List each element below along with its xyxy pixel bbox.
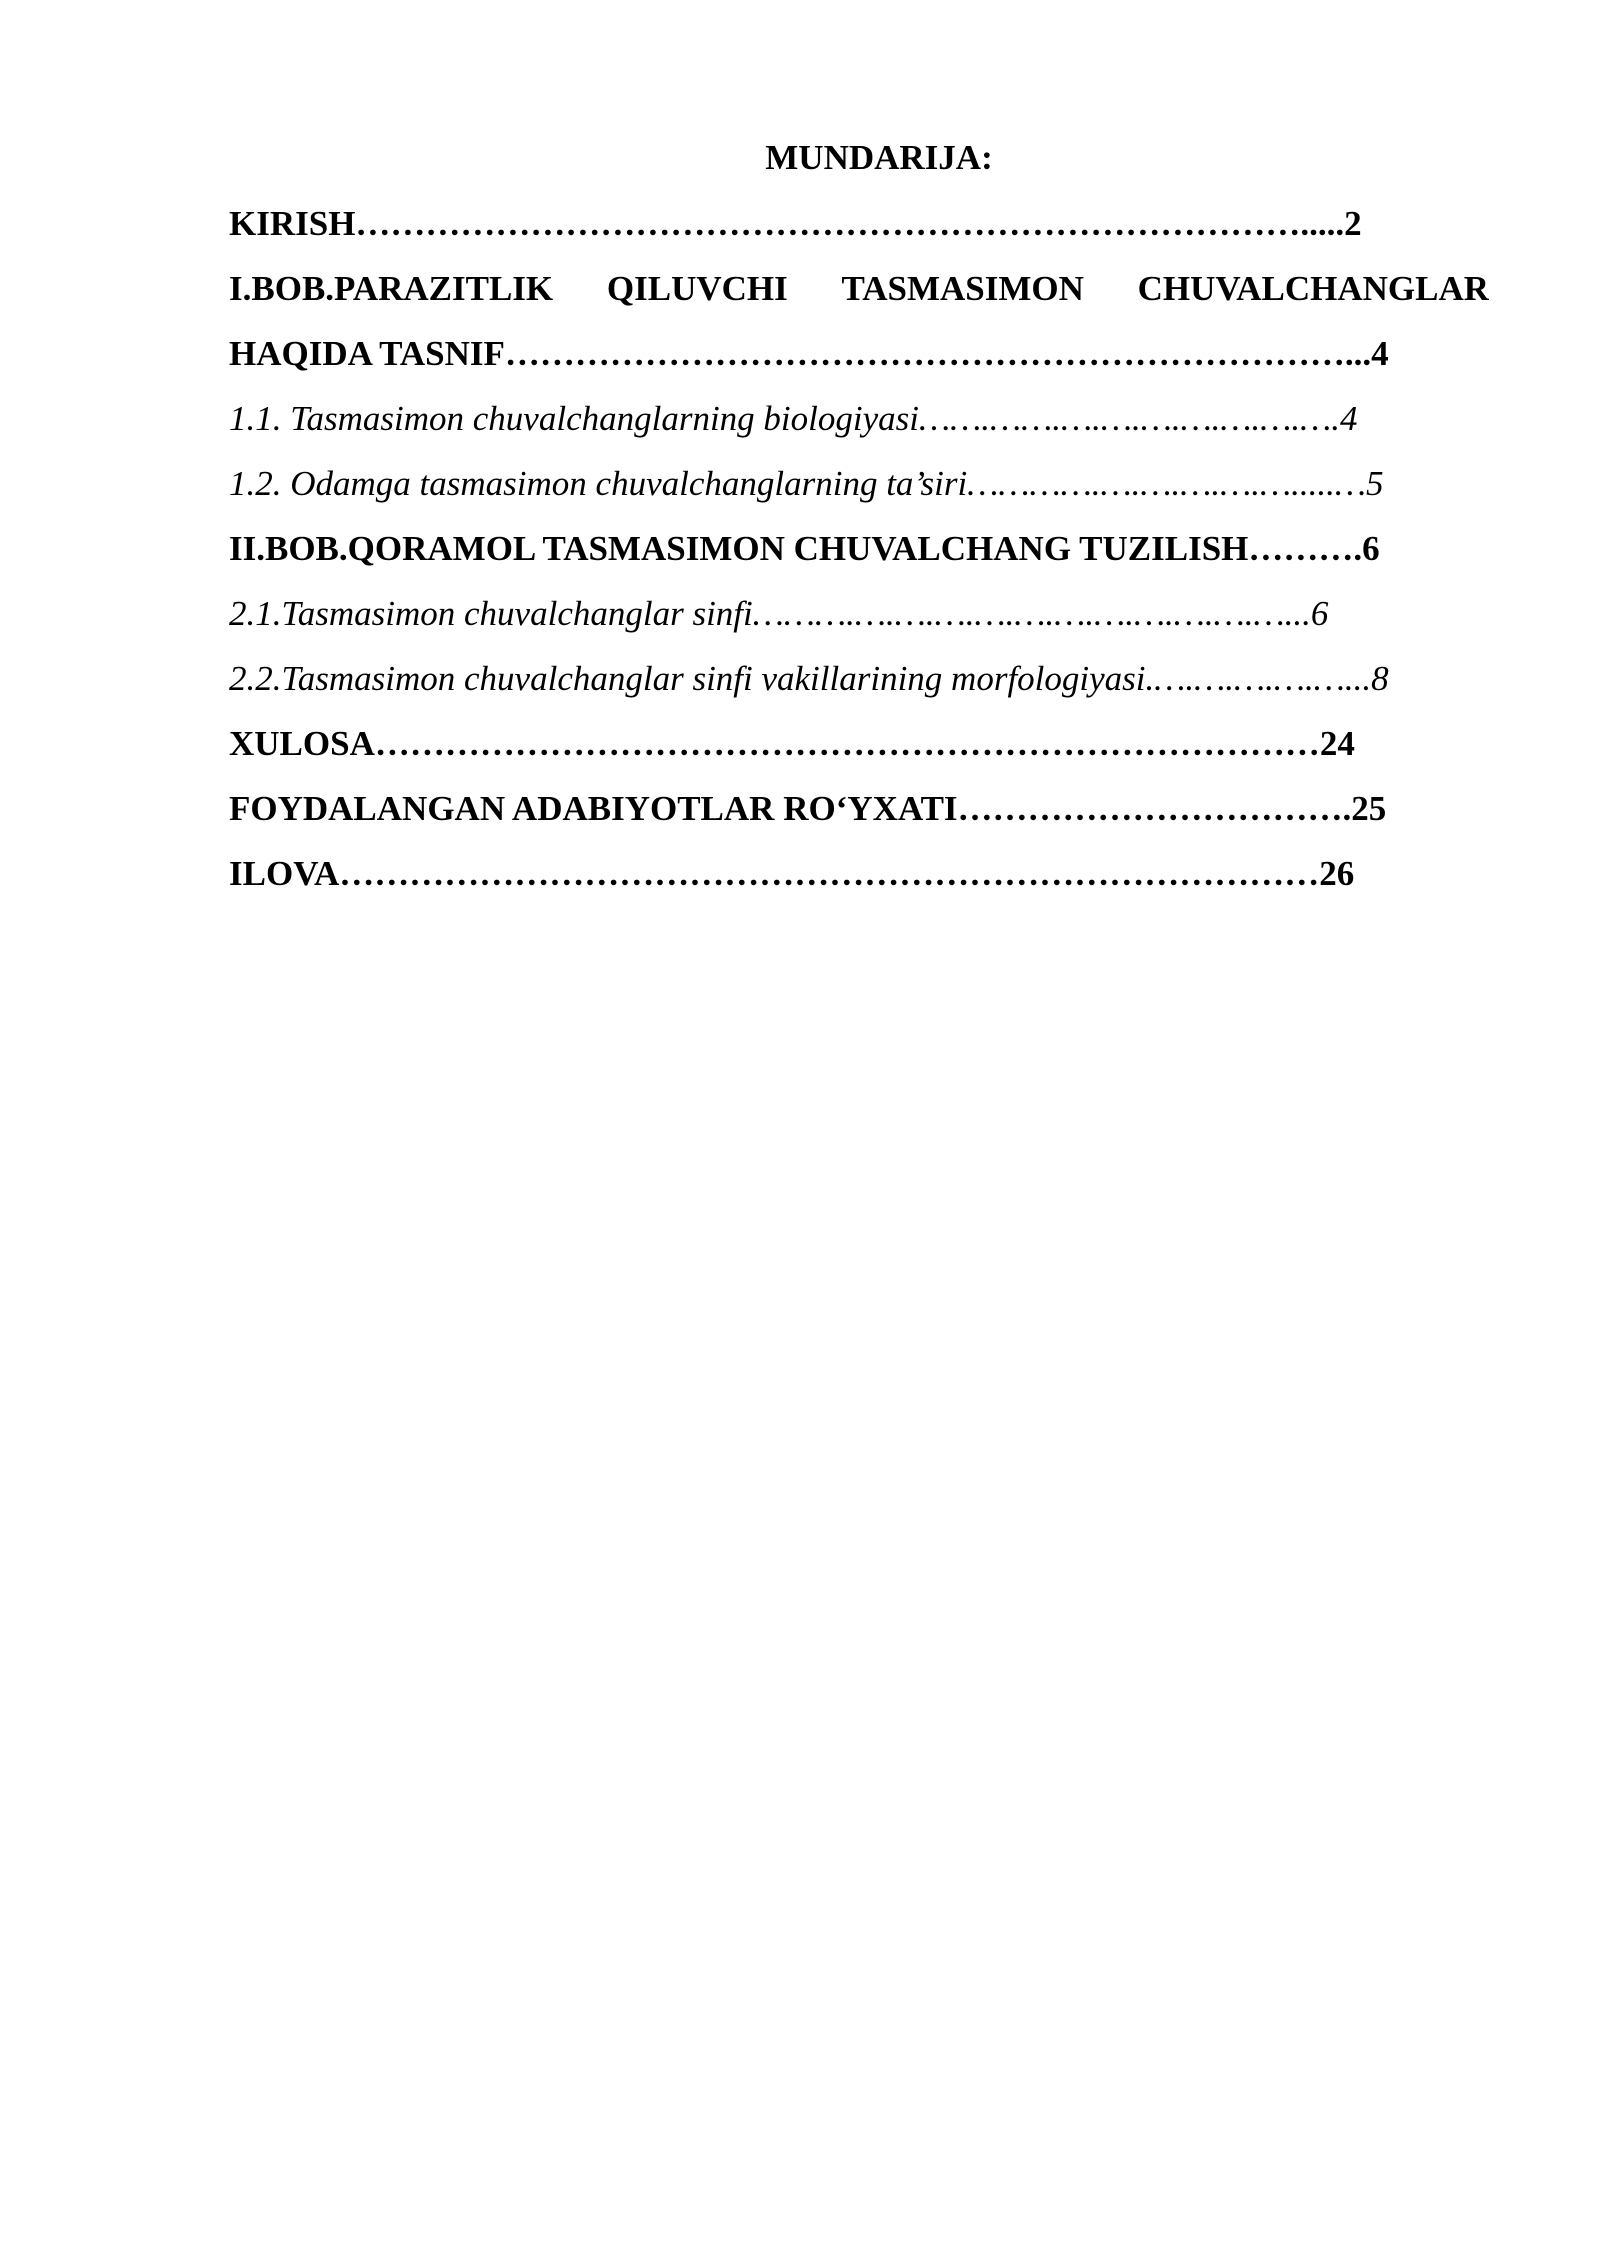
toc-entry-section-2-2[interactable]: 2.2.Tasmasimon chuvalchanglar sinfi vakillarining morfologiyasi.….….….….…...8: [229, 659, 1389, 698]
toc-entry-section-1-2[interactable]: 1.2. Odamga tasmasimon chuvalchanglarning ta’siri………….….….….….….....…5: [229, 464, 1384, 503]
chapter1-word-3: TASMASIMON: [841, 269, 1084, 308]
toc-entry-intro[interactable]: KIRISH……………………………………………………………………….....2: [229, 204, 1362, 243]
toc-entry-section-1-1[interactable]: 1.1. Tasmasimon chuvalchanglarning biologiyasi…….…….….….….….….….….4: [229, 399, 1358, 438]
chapter1-word-4: CHUVALCHANGLAR: [1137, 269, 1489, 308]
toc-title: MUNDARIJA:: [765, 138, 993, 177]
toc-entry-conclusion[interactable]: XULOSA………………………………………………………………………24: [229, 724, 1355, 763]
toc-entry-chapter2[interactable]: II.BOB.QORAMOL TASMASIMON CHUVALCHANG TUZILISH……….6: [229, 529, 1380, 568]
toc-entry-chapter1-line1[interactable]: [229, 256, 1489, 321]
toc-entry-chapter1-line2[interactable]: HAQIDA TASNIF………………………………………………………………...4: [229, 334, 1389, 373]
toc-entry-section-2-1[interactable]: 2.1.Tasmasimon chuvalchanglar sinfi……….….….….….….….….….….….…...6: [229, 594, 1329, 633]
chapter1-word-2: QILUVCHI: [606, 269, 788, 308]
toc-entry-appendix[interactable]: ILOVA…………………………………………………………………………26: [229, 854, 1355, 893]
chapter1-word-1: I.BOB.PARAZITLIK: [229, 269, 554, 308]
table-of-contents: [229, 128, 1489, 906]
toc-entry-references[interactable]: FOYDALANGAN ADABIYOTLAR RO‘YXATI…………………………….25: [229, 789, 1387, 828]
